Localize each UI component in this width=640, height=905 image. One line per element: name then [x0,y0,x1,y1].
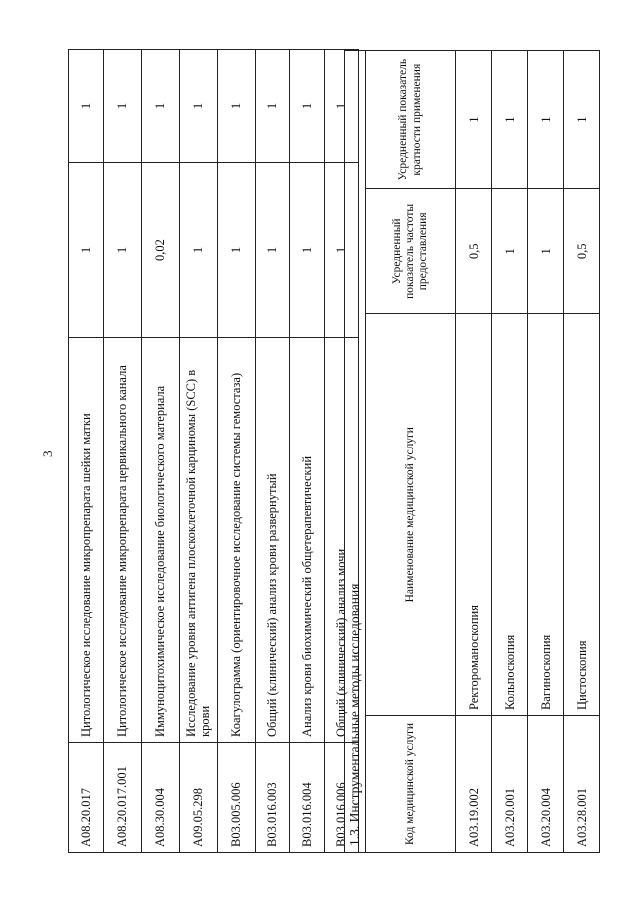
header-name: Наименование медицинской услуги [366,314,456,716]
name-cell: Вагиноскопия [528,314,564,716]
table-row [141,50,179,853]
code-cell: A03.20.004 [528,716,564,853]
name-cell: Анализ крови биохимический общетерапевтический [290,338,325,743]
header-row [366,51,456,853]
code-cell: A03.19.002 [456,716,492,853]
table-row [69,50,104,853]
mult-cell: 1 [528,51,564,189]
table-row [492,51,528,853]
header-code: Код медицинской услуги [366,716,456,853]
table-row [564,51,600,853]
table-row [528,51,564,853]
table-row [217,50,255,853]
page-number: 3 [40,450,55,457]
name-cell: Общий (клинический) анализ мочи [324,338,359,743]
name-cell: Цитологическое исследование микропрепарата цервикального канала [103,338,141,743]
instrumental-methods-table [344,50,600,853]
name-cell: Ректороманоскопия [456,314,492,716]
freq-cell: 1 [103,163,141,338]
freq-cell: 0,5 [456,189,492,314]
mult-cell: 1 [290,50,325,163]
mult-cell: 1 [69,50,104,163]
freq-cell: 1 [492,189,528,314]
code-cell: A03.20.001 [492,716,528,853]
freq-cell: 1 [255,163,290,338]
mult-cell: 1 [217,50,255,163]
freq-cell: 1 [324,163,359,338]
freq-cell: 0,5 [564,189,600,314]
code-cell: A09.05.298 [179,743,217,853]
section-title: 1.3. Инструментальные методы исследования [345,51,366,853]
name-cell: Кольпоскопия [492,314,528,716]
table-row [103,50,141,853]
freq-cell: 1 [179,163,217,338]
mult-cell: 1 [255,50,290,163]
name-cell: Цитологическое исследование микропрепарата шейки матки [69,338,104,743]
code-cell: A08.20.017.001 [103,743,141,853]
mult-cell: 1 [103,50,141,163]
table-row [456,51,492,853]
freq-cell: 1 [290,163,325,338]
code-cell: A08.20.017 [69,743,104,853]
mult-cell: 1 [564,51,600,189]
code-cell: A08.30.004 [141,743,179,853]
mult-cell: 1 [492,51,528,189]
mult-cell: 1 [141,50,179,163]
code-cell: B03.016.004 [290,743,325,853]
mult-cell: 1 [179,50,217,163]
code-cell: B03.016.003 [255,743,290,853]
mult-cell: 1 [324,50,359,163]
name-cell: Коагулограмма (ориентировочное исследование системы гемостаза) [217,338,255,743]
table-row [290,50,325,853]
name-cell: Иммуноцитохимическое исследование биологического материала [141,338,179,743]
name-cell: Исследование уровня антигена плоскоклеточной карциномы (SCC) в крови [179,338,217,743]
header-freq: Усредненный показатель частоты предоставления [366,189,456,314]
code-cell: B03.016.006 [324,743,359,853]
table-row [179,50,217,853]
freq-cell: 1 [217,163,255,338]
freq-cell: 1 [528,189,564,314]
code-cell: A03.28.001 [564,716,600,853]
freq-cell: 0,02 [141,163,179,338]
table-row [255,50,290,853]
mult-cell: 1 [456,51,492,189]
freq-cell: 1 [69,163,104,338]
code-cell: B03.005.006 [217,743,255,853]
name-cell: Общий (клинический) анализ крови развернутый [255,338,290,743]
name-cell: Цистоскопия [564,314,600,716]
lab-tests-table [68,49,359,853]
header-mult: Усредненный показатель кратности применения [366,51,456,189]
